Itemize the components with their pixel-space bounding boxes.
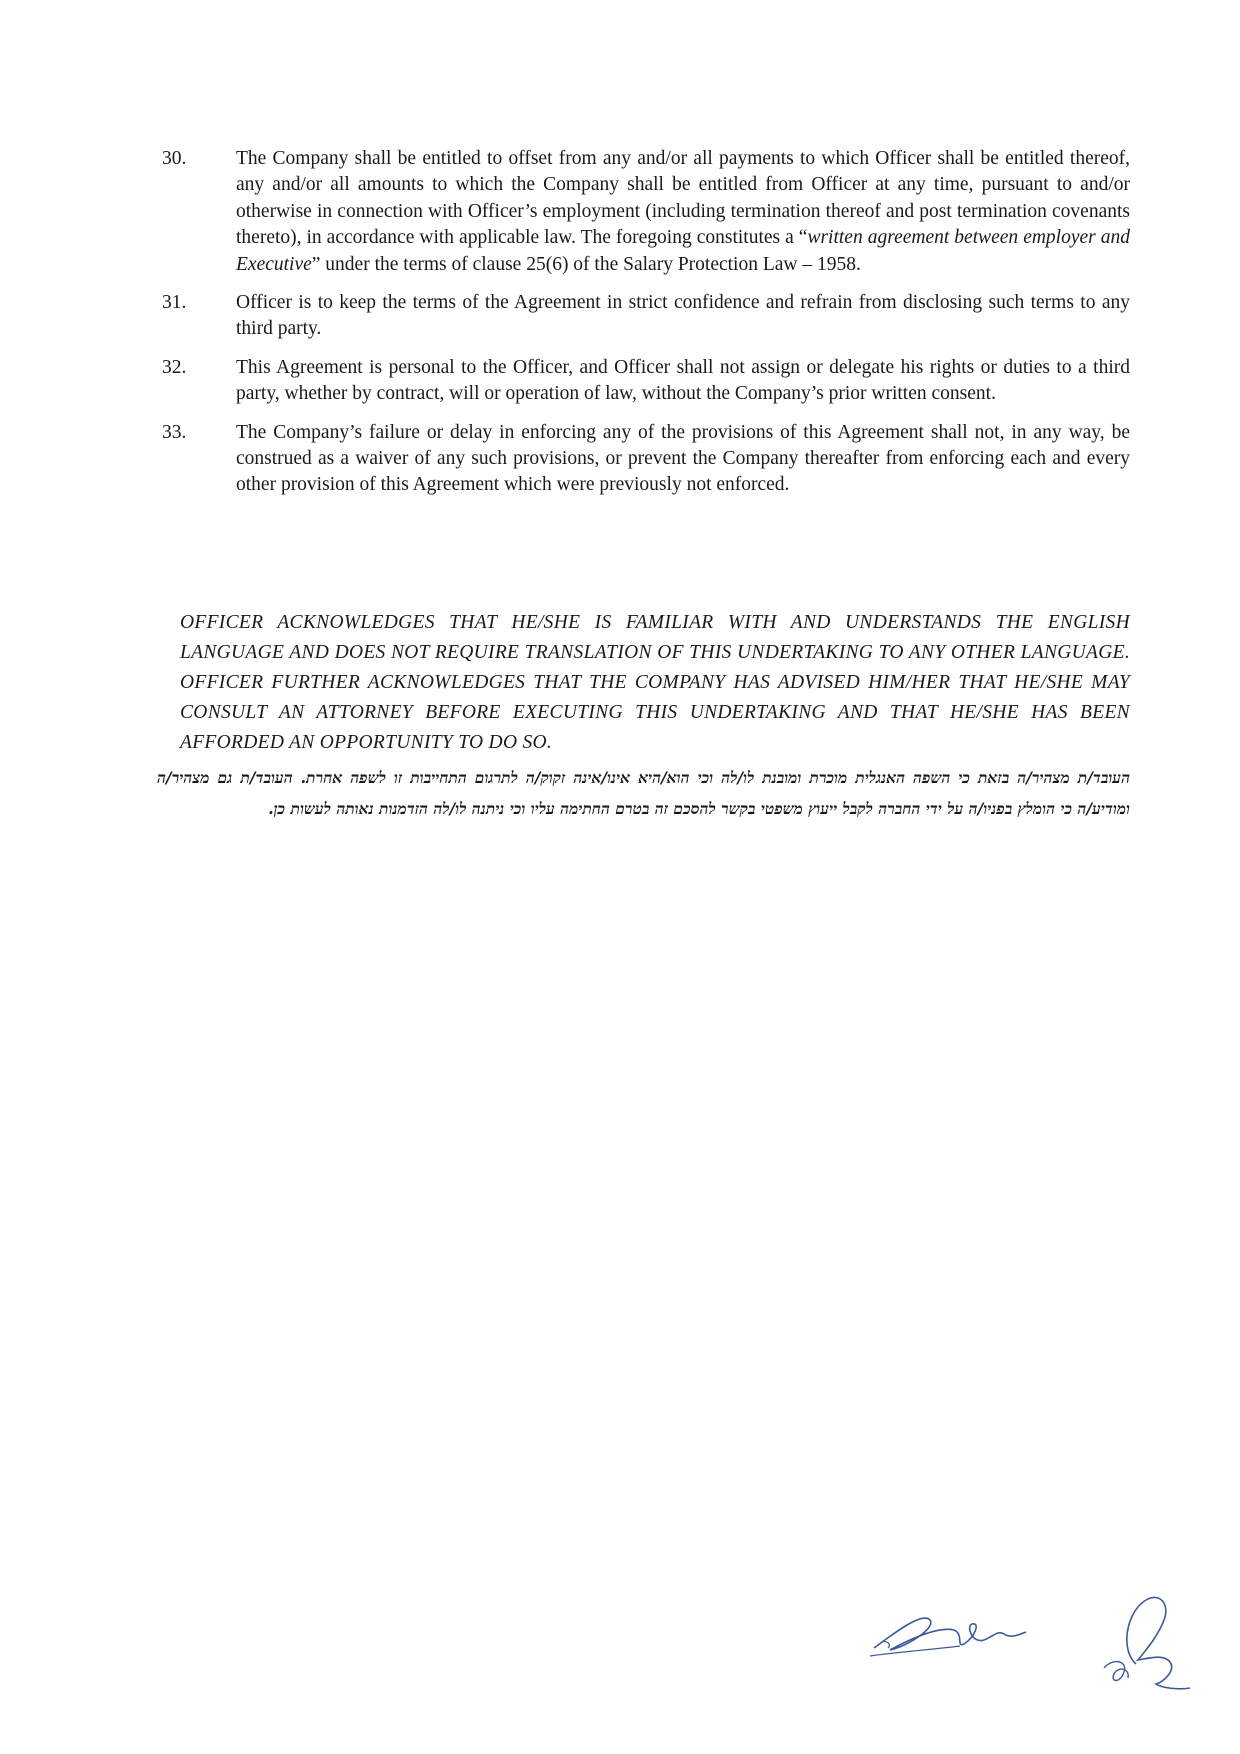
clause-text xyxy=(236,146,1130,278)
clause-text: This Agreement is personal to the Officer, and Officer shall not assign or delegate his rights or duties to a third party, whether by contract, will or operation of law, without the Company’s prior written consent. xyxy=(236,356,1130,405)
clause-number: 30. xyxy=(162,148,187,169)
clause-list xyxy=(162,146,1130,511)
clause-33 xyxy=(162,420,1130,499)
clause-text-italic: written agreement between employer and Executive xyxy=(236,227,1130,275)
clause-32 xyxy=(162,355,1130,408)
clause-number: 33. xyxy=(162,421,187,443)
clause-number: 32. xyxy=(162,356,187,378)
clause-text-part: The Company shall be entitled to offset from any and/or all payments to which Officer shall be entitled thereof, any and/or all amounts to which the Company shall be entitled from Officer at any time, pursuant to and/or otherwise in connection with Officer’s employment (including termination thereof and post termination covenants thereto), in accordance with applicable law. The foregoing constitutes a “ xyxy=(236,148,1130,249)
clause-30 xyxy=(162,146,1130,278)
signature-right xyxy=(1098,1592,1194,1698)
clause-text: Officer is to keep the terms of the Agreement in strict confidence and refrain from disclosing such terms to any third party. xyxy=(236,292,1130,340)
clause-text: The Company’s failure or delay in enforcing any of the provisions of this Agreement shall not, in any way, be construed as a waiver of any such provisions, or prevent the Company thereafter from enforcing each and every other provision of this Agreement which were previously not enforced. xyxy=(236,421,1130,496)
hebrew-acknowledgement: העובד/ת מצהיר/ה בזאת כי השפה האנגלית מוכרת ומובנת לו/לה וכי הוא/היא אינו/אינה זקוק/ה לתרגום התחייבות זו לשפה אחרת. העובד/ת גם מצהיר/ה ומודיע/ה כי הומלץ בפניו/ה על ידי החברה לקבל ייעוץ משפטי בקשר להסכם זה בטרם החתימה עליו וכי ניתנה לו/לה הזדמנות נאותה לעשות כן. xyxy=(157,768,1130,818)
clause-number: 31. xyxy=(162,292,187,314)
english-acknowledgement: OFFICER ACKNOWLEDGES THAT HE/SHE IS FAMILIAR WITH AND UNDERSTANDS THE ENGLISH LANGUAGE AND DOES NOT REQUIRE TRANSLATION OF THIS UNDERTAKING TO ANY OTHER LANGUAGE. OFFICER FURTHER ACKNOWLEDGES THAT THE COMPANY HAS ADVISED HIM/HER THAT HE/SHE MAY CONSULT AN ATTORNEY BEFORE EXECUTING THIS UNDERTAKING AND THAT HE/SHE HAS BEEN AFFORDED AN OPPORTUNITY TO DO SO. xyxy=(180,612,1130,753)
clause-text-part: ” under the terms of clause 25(6) of the Salary Protection Law – 1958. xyxy=(311,253,861,275)
signature-left xyxy=(868,1600,1048,1660)
clause-31 xyxy=(162,290,1130,343)
